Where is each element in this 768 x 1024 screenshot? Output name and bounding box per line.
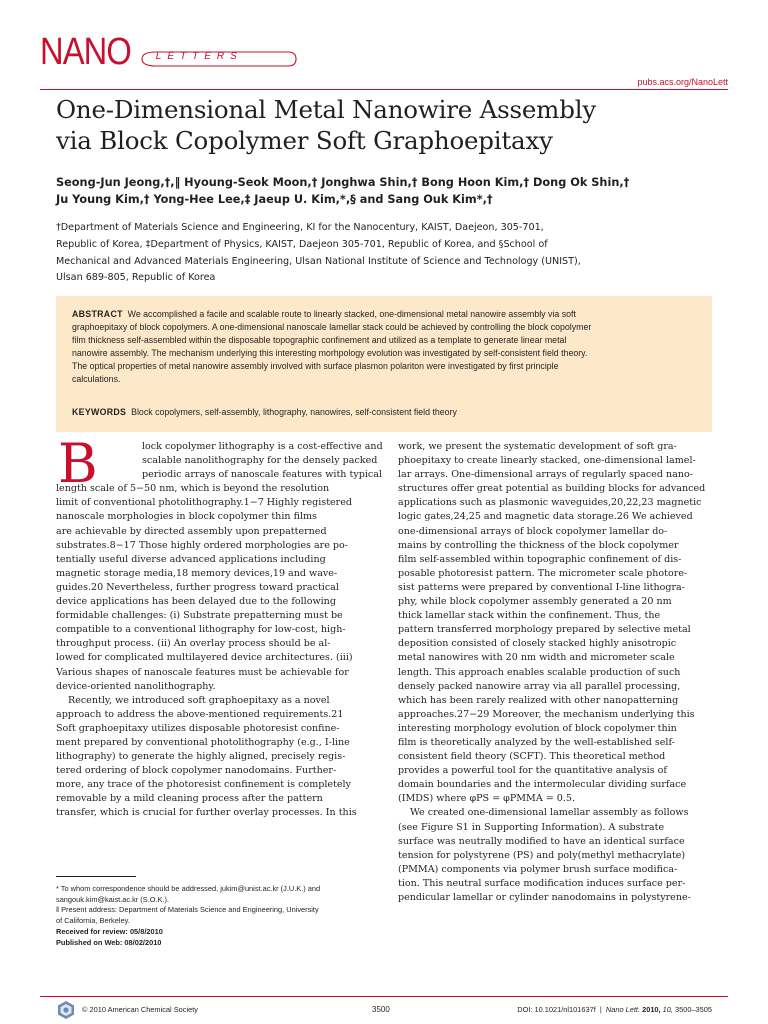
body-column-left — [56, 440, 383, 821]
abstract-line: calculations. — [72, 374, 121, 385]
keywords-label: KEYWORDS — [72, 407, 127, 417]
body-line: provides a powerful tool for the quantitative analysis of — [398, 765, 667, 777]
doi[interactable]: DOI: 10.1021/nl101637f — [517, 1005, 596, 1014]
citation-pages: 3500–3505 — [675, 1005, 712, 1014]
affiliation-line: Republic of Korea, ‡Department of Physics, KAIST, Daejeon 305-701, Republic of Korea, and §School of — [56, 238, 548, 250]
body-line: throughput process. (ii) An overlay process should be al- — [56, 638, 331, 650]
footnote-rule — [56, 876, 136, 877]
body-line: posable photoresist pattern. The micrometer scale photore- — [398, 567, 688, 579]
affiliations — [56, 220, 726, 287]
received-date: Received for review: 05/8/2010 — [56, 927, 163, 937]
body-line: domain boundaries and the intermolecular dividing surface — [398, 779, 687, 791]
body-line: tered ordering of block copolymer nanodomains. Further- — [56, 765, 337, 777]
author-line-1: Seong-Jun Jeong,†,‖ Hyoung-Seok Moon,† Jonghwa Shin,† Bong Hoon Kim,† Dong Ok Shin,† — [56, 176, 630, 189]
body-line: device-oriented nanolithography. — [56, 680, 216, 692]
body-line: phy, while block copolymer assembly generated a 20 nm — [398, 596, 672, 608]
body-line: consistent field theory (SCFT). This theoretical method — [398, 751, 666, 763]
affiliation-line: Mechanical and Advanced Materials Engineering, Ulsan National Institute of Science and Technology (UNIST), — [56, 255, 581, 267]
affiliation-line: Ulsan 689-805, Republic of Korea — [56, 272, 216, 284]
body-line: length. This approach enables scalable production of such — [398, 666, 681, 678]
abstract-line: graphoepitaxy of block copolymers. A one-dimensional nanoscale lamellar stack could be achieved by controlling the block copolymer — [72, 322, 592, 333]
body-line: limit of conventional photolithography.1−7 Highly registered — [56, 497, 353, 509]
article-title — [56, 94, 716, 156]
body-line: removable by a mild cleaning process after the pattern — [56, 793, 323, 805]
body-line: interesting morphology evolution of block copolymer thin — [398, 722, 677, 734]
title-line-2: via Block Copolymer Soft Graphoepitaxy — [56, 126, 553, 155]
body-column-right — [398, 440, 716, 905]
body-line: formidable challenges: (i) Substrate prepatterning must be — [56, 610, 343, 622]
body-line: periodic arrays of nanoscale features with typical — [142, 469, 382, 481]
abstract-line: film thickness self-assembled within the disposable topographic confinement and utilized as a template to generate linear metal — [72, 335, 567, 346]
body-line: pattern transferred morphology prepared by selective metal — [398, 624, 691, 636]
drop-cap: B — [58, 432, 98, 495]
body-line: tion. This neutral surface modification induces surface per- — [398, 877, 686, 889]
footnote-line: ‖ Present address: Department of Materials Science and Engineering, University — [56, 905, 319, 915]
body-line: more, any trace of the photoresist confinement is completely — [56, 779, 352, 791]
body-line: transfer, which is crucial for further overlay processes. In this — [56, 807, 357, 819]
body-line: lar arrays. One-dimensional arrays of regularly spaced nano- — [398, 469, 693, 481]
author-line-2: Ju Young Kim,† Yong-Hee Lee,‡ Jaeup U. Kim,*,§ and Sang Ouk Kim*,† — [56, 193, 493, 206]
footnote-line: * To whom correspondence should be addressed, jukim@unist.ac.kr (J.U.K.) and — [56, 884, 321, 893]
author-list — [56, 174, 726, 208]
logo-letters — [138, 50, 298, 68]
body-line: scalable nanolithography for the densely packed — [142, 455, 378, 467]
keywords-text: Block copolymers, self-assembly, lithography, nanowires, self-consistent field theory — [131, 407, 457, 417]
body-line: structures offer great potential as building blocks for advanced — [398, 483, 706, 495]
abstract-line-text: We accomplished a facile and scalable route to linearly stacked, one-dimensional metal nanowire assembly via soft — [127, 309, 576, 319]
journal-url[interactable]: pubs.acs.org/NanoLett — [637, 77, 728, 87]
body-line: approach to address the above-mentioned requirements.21 — [56, 708, 344, 720]
body-line: deposition consisted of closely stacked highly anisotropic — [398, 638, 677, 650]
journal-logo — [40, 26, 298, 72]
logo-nano-text: NANO — [40, 31, 131, 73]
abstract-label: ABSTRACT — [72, 309, 123, 319]
logo-letters-text: LETTERS — [155, 51, 243, 62]
acs-logo-icon — [56, 1000, 76, 1020]
body-line: film is theoretically analyzed by the well-established self- — [398, 736, 675, 748]
keywords — [72, 407, 702, 417]
abstract-line: nanowire assembly. The mechanism underlying this interesting morhpology evolution was investigated by self-consistent field theory. — [72, 348, 588, 359]
journal-abbr: Nano Lett. — [605, 1005, 641, 1014]
copyright: © 2010 American Chemical Society — [82, 1005, 198, 1014]
published-date: Published on Web: 08/02/2010 — [56, 937, 162, 947]
body-line: (PMMA) components via polymer brush surface modifica- — [398, 863, 678, 875]
citation — [517, 1005, 712, 1014]
body-line: work, we present the systematic development of soft gra- — [398, 441, 677, 452]
body-line: (see Figure S1 in Supporting Information). A substrate — [398, 821, 665, 833]
body-line: sist patterns were prepared by conventional I-line lithogra- — [398, 581, 685, 593]
title-line-1: One-Dimensional Metal Nanowire Assembly — [56, 95, 596, 124]
body-line: Soft graphoepitaxy utilizes disposable photoresist confine- — [56, 722, 340, 734]
footer-rule — [40, 996, 728, 997]
body-line: applications such as plasmonic waveguides,20,22,23 magnetic — [398, 497, 702, 509]
body-line: Various shapes of nanoscale features must be achievable for — [56, 666, 349, 678]
abstract-line — [72, 308, 702, 321]
body-line: film self-assembled within topographic confinement of dis- — [398, 553, 682, 565]
body-line: mains by controlling the thickness of the block copolymer — [398, 539, 679, 551]
body-line: substrates.8−17 Those highly ordered morphologies are po- — [56, 539, 348, 551]
body-line: approaches.27−29 Moreover, the mechanism underlying this — [398, 708, 695, 720]
body-line: are achievable by directed assembly upon prepatterned — [56, 525, 327, 537]
footnote-line: sangouk.kim@kaist.ac.kr (S.O.K.). — [56, 894, 170, 904]
body-line: which has been rarely realized with other nanopatterning — [398, 694, 679, 706]
header-rule — [40, 89, 728, 90]
body-line: Recently, we introduced soft graphoepitaxy as a novel — [68, 694, 330, 706]
body-line: We created one-dimensional lamellar assembly as follows — [410, 807, 689, 819]
body-line: magnetic storage media,18 memory devices,19 and wave- — [56, 567, 338, 579]
body-line: tension for polystyrene (PS) and poly(methyl methacrylate) — [398, 849, 686, 861]
citation-separator: | — [597, 1005, 604, 1014]
abstract-line: The optical properties of metal nanowire assembly involved with surface plasmon polariton were investigated by first principle — [72, 361, 559, 372]
body-line: device applications has been delayed due to the following — [56, 596, 336, 608]
body-line: densely packed nanowire array via all parallel processing, — [398, 680, 681, 692]
body-line: phoepitaxy to create linearly stacked, one-dimensional lamel- — [398, 455, 696, 467]
page-number: 3500 — [372, 1005, 390, 1014]
footnote-line: of California, Berkeley. — [56, 915, 130, 925]
body-line: compatible to a conventional lithography for low-cost, high- — [56, 624, 346, 636]
citation-volume: 10, — [662, 1005, 673, 1014]
body-line: lithography) to generate the highly aligned, precisely regis- — [56, 751, 346, 763]
citation-year: 2010, — [642, 1005, 661, 1014]
footnotes — [56, 884, 376, 949]
body-line: tentially useful diverse advanced applications including — [56, 553, 326, 565]
body-line: one-dimensional arrays of block copolymer lamellar do- — [398, 525, 668, 537]
body-line: ment prepared by conventional photolithography (e.g., I-line — [56, 736, 350, 748]
body-line: guides.20 Nevertheless, further progress toward practical — [56, 581, 339, 593]
body-line: lock copolymer lithography is a cost-effective and — [142, 441, 383, 452]
affiliation-line: †Department of Materials Science and Engineering, KI for the Nanocentury, KAIST, Daejeon, 305-701, — [56, 222, 544, 233]
body-line: length scale of 5−50 nm, which is beyond the resolution — [56, 483, 330, 495]
body-line: (IMDS) where φPS = φPMMA = 0.5. — [398, 793, 575, 805]
body-line: lowed for complicated multilayered device architectures. (iii) — [56, 652, 353, 664]
body-line: logic gates,24,25 and magnetic data storage.26 We achieved — [398, 511, 693, 523]
body-line: pendicular lamellar or cylinder nanodomains in polystyrene- — [398, 892, 691, 903]
body-line: nanoscale morphologies in block copolymer thin films — [56, 511, 317, 523]
abstract-text — [72, 308, 702, 387]
body-line: thick lamellar stack within the confinement. Thus, the — [398, 610, 661, 622]
body-line: surface was neutrally modified to have an identical surface — [398, 835, 685, 847]
body-line: metal nanowires with 20 nm width and micrometer scale — [398, 652, 675, 664]
